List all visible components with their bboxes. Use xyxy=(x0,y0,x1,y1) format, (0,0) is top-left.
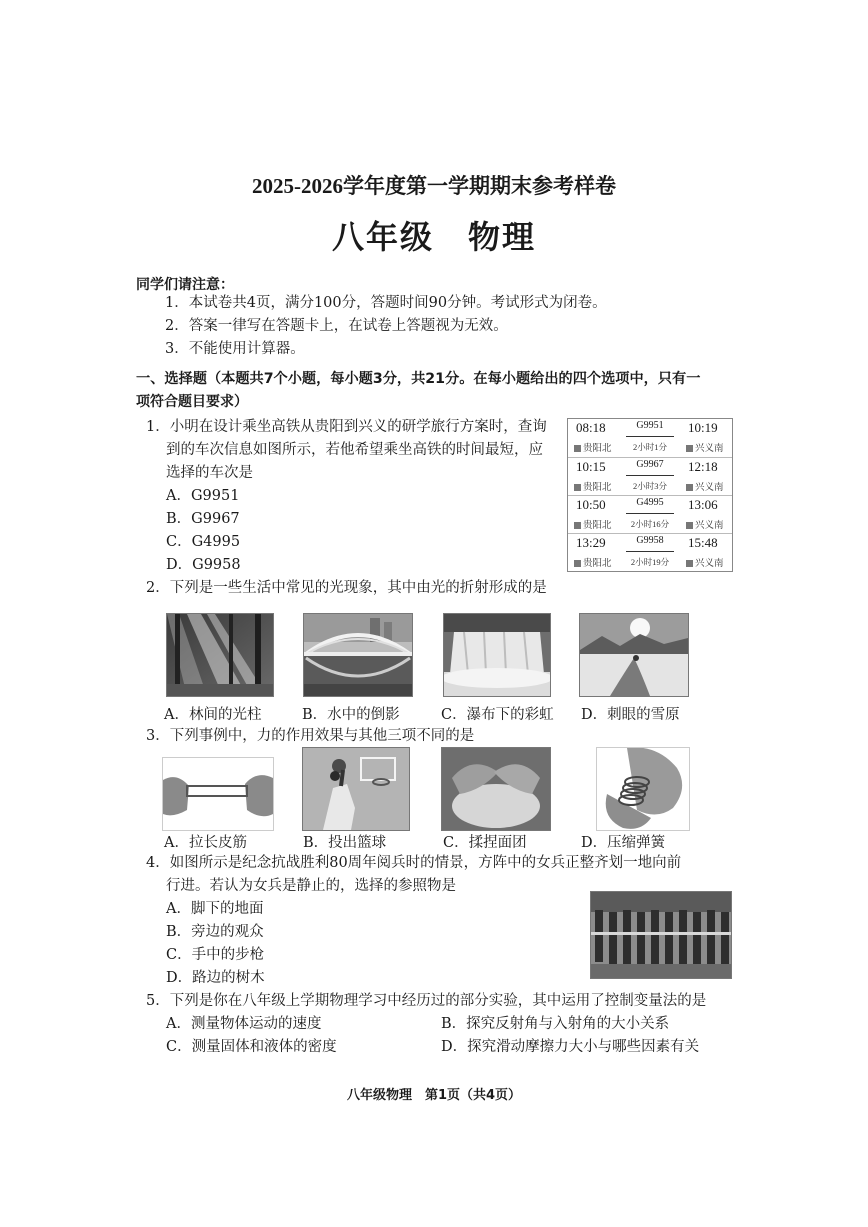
departure-time: 13:29 xyxy=(576,535,606,550)
trip-duration: 2小时3分 xyxy=(632,481,667,491)
trip-duration: 2小时19分 xyxy=(630,557,670,567)
notice-heading: 同学们请注意： xyxy=(136,277,234,293)
kneading-dough-photo xyxy=(441,747,551,831)
section-heading-line-1: 一、选择题（本题共7个小题，每小题3分，共21分。在每小题给出的四个选项中，只有一 xyxy=(136,371,701,387)
station-icon xyxy=(574,560,581,567)
timetable-row xyxy=(568,495,732,534)
q4-option-d: D．路边的树木 xyxy=(166,970,265,986)
destination-station: 兴义南 xyxy=(695,444,724,454)
waterfall-rainbow-photo xyxy=(443,613,551,697)
q2-option-b: B．水中的倒影 xyxy=(302,707,400,723)
q1-stem-line-1: 1．小明在设计乘坐高铁从贵阳到兴义的研学旅行方案时，查询 xyxy=(146,419,547,435)
arrival-time: 12:18 xyxy=(688,459,718,474)
q3-option-d: D．压缩弹簧 xyxy=(581,835,666,851)
q1-option-a: A．G9951 xyxy=(166,488,240,504)
basketball-shot-photo xyxy=(302,747,410,831)
train-number: G4995 xyxy=(636,497,664,508)
q2-stem: 2．下列是一些生活中常见的光现象，其中由光的折射形成的是 xyxy=(146,580,547,596)
station-icon xyxy=(574,484,581,491)
departure-time: 10:50 xyxy=(576,497,606,512)
train-number: G9951 xyxy=(636,420,664,431)
trip-duration: 2小时1分 xyxy=(632,442,667,452)
q3-stem: 3．下列事例中，力的作用效果与其他三项不同的是 xyxy=(146,728,475,744)
q1-stem-line-2: 到的车次信息如图所示，若他希望乘坐高铁的时间最短，应 xyxy=(166,442,543,458)
departure-time: 10:15 xyxy=(576,459,606,474)
station-icon xyxy=(686,522,693,529)
q4-stem-line-2: 行进。若认为女兵是静止的，选择的参照物是 xyxy=(166,878,456,894)
q2-option-a: A．林间的光柱 xyxy=(164,707,262,723)
station-icon xyxy=(686,484,693,491)
q2-option-d: D．刺眼的雪原 xyxy=(581,707,680,723)
destination-station: 兴义南 xyxy=(695,521,724,531)
train-timetable xyxy=(567,418,733,572)
exam-title: 2025-2026学年度第一学期期末参考样卷 xyxy=(252,174,616,198)
parade-soldiers-photo xyxy=(590,891,732,979)
q3-option-c: C．揉捏面团 xyxy=(443,835,527,851)
station-icon xyxy=(686,445,693,452)
snowfield-photo xyxy=(579,613,689,697)
timetable-row xyxy=(568,419,732,457)
trip-duration: 2小时16分 xyxy=(630,519,670,529)
arrival-time: 10:19 xyxy=(688,420,718,435)
q4-stem-line-1: 4．如图所示是纪念抗战胜利80周年阅兵时的情景，方阵中的女兵正整齐划一地向前 xyxy=(146,855,682,871)
q5-option-a: A．测量物体运动的速度 xyxy=(166,1016,322,1032)
exam-subtitle: 八年级 物理 xyxy=(331,218,536,256)
page-footer: 八年级物理 第1页（共4页） xyxy=(346,1088,522,1103)
q2-option-c: C．瀑布下的彩虹 xyxy=(441,707,554,723)
q1-option-b: B．G9967 xyxy=(166,511,240,527)
forest-light-beams-photo xyxy=(166,613,274,697)
notice-item-2: 2．答案一律写在答题卡上，在试卷上答题视为无效。 xyxy=(165,318,508,334)
q1-option-c: C．G4995 xyxy=(166,534,241,550)
bridge-reflection-photo xyxy=(303,613,413,697)
q5-stem: 5．下列是你在八年级上学期物理学习中经历过的部分实验，其中运用了控制变量法的是 xyxy=(146,993,707,1009)
q1-option-d: D．G9958 xyxy=(166,557,241,573)
spring-compression-photo xyxy=(596,747,690,831)
arrival-time: 13:06 xyxy=(688,497,718,512)
q3-option-a: A．拉长皮筋 xyxy=(164,835,247,851)
station-icon xyxy=(574,445,581,452)
arrival-time: 15:48 xyxy=(688,535,718,550)
destination-station: 兴义南 xyxy=(695,483,724,493)
station-icon xyxy=(574,522,581,529)
q4-option-b: B．旁边的观众 xyxy=(166,924,264,940)
origin-station: 贵阳北 xyxy=(583,521,612,531)
notice-item-1: 1．本试卷共4页，满分100分，答题时间90分钟。考试形式为闭卷。 xyxy=(165,295,607,311)
notice-item-3: 3．不能使用计算器。 xyxy=(165,341,305,357)
q5-option-c: C．测量固体和液体的密度 xyxy=(166,1039,337,1055)
departure-time: 08:18 xyxy=(576,420,606,435)
q1-stem-line-3: 选择的车次是 xyxy=(166,465,253,481)
train-number: G9958 xyxy=(636,535,664,546)
q4-option-a: A．脚下的地面 xyxy=(166,901,264,917)
timetable-row xyxy=(568,533,732,572)
rubber-band-photo xyxy=(162,757,274,831)
origin-station: 贵阳北 xyxy=(583,444,612,454)
destination-station: 兴义南 xyxy=(695,559,724,569)
station-icon xyxy=(686,560,693,567)
q5-option-b: B．探究反射角与入射角的大小关系 xyxy=(441,1016,670,1032)
q5-option-d: D．探究滑动摩擦力大小与哪些因素有关 xyxy=(441,1039,700,1055)
train-number: G9967 xyxy=(636,459,664,470)
q3-option-b: B．投出篮球 xyxy=(303,835,387,851)
section-heading-line-2: 项符合题目要求） xyxy=(136,394,248,410)
timetable-row xyxy=(568,457,732,496)
origin-station: 贵阳北 xyxy=(583,483,612,493)
q4-option-c: C．手中的步枪 xyxy=(166,947,265,963)
origin-station: 贵阳北 xyxy=(583,559,612,569)
